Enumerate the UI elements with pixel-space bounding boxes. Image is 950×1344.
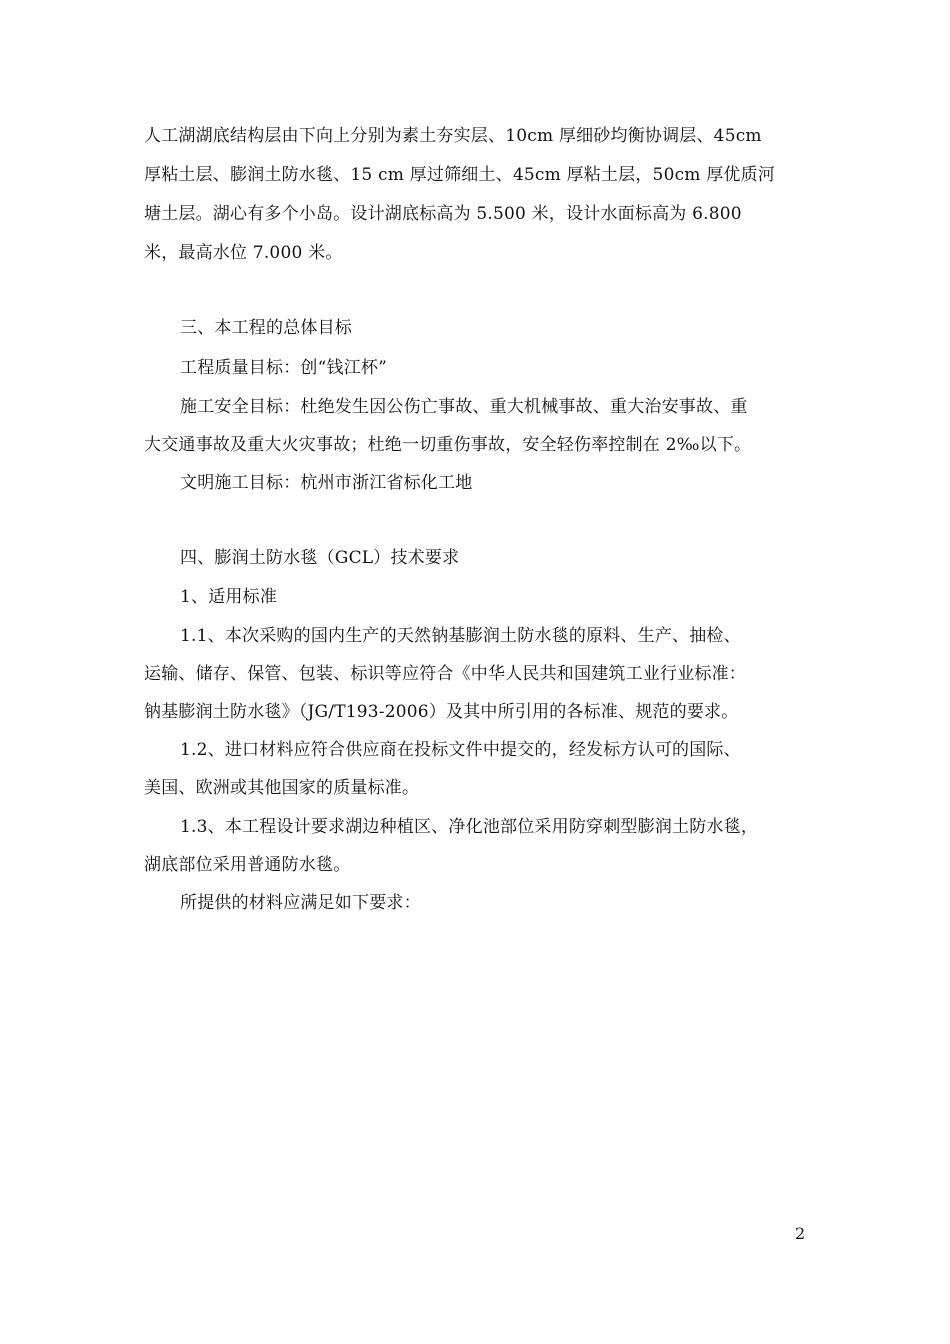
body-text-line: 所提供的材料应满足如下要求： — [180, 893, 421, 913]
body-text-line: 1.3、本工程设计要求湖边种植区、净化池部位采用防穿刺型膨润土防水毯， — [180, 817, 759, 837]
subsection-heading: 1、适用标准 — [180, 587, 278, 607]
section-heading: 三、本工程的总体目标 — [180, 318, 352, 338]
body-text-line: 1.2、进口材料应符合供应商在投标文件中提交的，经发标方认可的国际、 — [180, 740, 741, 760]
body-text-line: 1.1、本次采购的国内生产的天然钠基膨润土防水毯的原料、生产、抽检、 — [180, 626, 741, 646]
section-heading: 四、膨润土防水毯（GCL）技术要求 — [180, 548, 460, 568]
body-text-line: 厚粘土层、膨润土防水毯、15 cm 厚过筛细土、45cm 厚粘土层，50cm 厚优质河 — [144, 165, 776, 185]
safety-goal-line: 大交通事故及重大火灾事故；杜绝一切重伤事故，安全轻伤率控制在 2‰以下。 — [144, 435, 752, 455]
body-text-line: 美国、欧洲或其他国家的质量标准。 — [144, 778, 420, 798]
civil-goal: 文明施工目标：杭州市浙江省标化工地 — [180, 473, 473, 493]
body-text-line: 运输、储存、保管、包装、标识等应符合《中华人民共和国建筑工业行业标准： — [144, 664, 746, 684]
quality-goal: 工程质量目标：创“钱江杯” — [180, 358, 387, 378]
page-number: 2 — [795, 1224, 806, 1243]
body-text-line: 塘土层。湖心有多个小岛。设计湖底标高为 5.500 米，设计水面标高为 6.800 — [144, 204, 742, 224]
body-text-line: 湖底部位采用普通防水毯。 — [144, 855, 351, 875]
body-text-line: 钠基膨润土防水毯》（JG/T193-2006）及其中所引用的各标准、规范的要求。 — [144, 702, 739, 722]
body-text-line: 人工湖湖底结构层由下向上分别为素土夯实层、10cm 厚细砂均衡协调层、45cm — [144, 126, 762, 146]
safety-goal-line: 施工安全目标：杜绝发生因公伤亡事故、重大机械事故、重大治安事故、重 — [180, 397, 748, 417]
body-text-line: 米，最高水位 7.000 米。 — [144, 243, 343, 263]
